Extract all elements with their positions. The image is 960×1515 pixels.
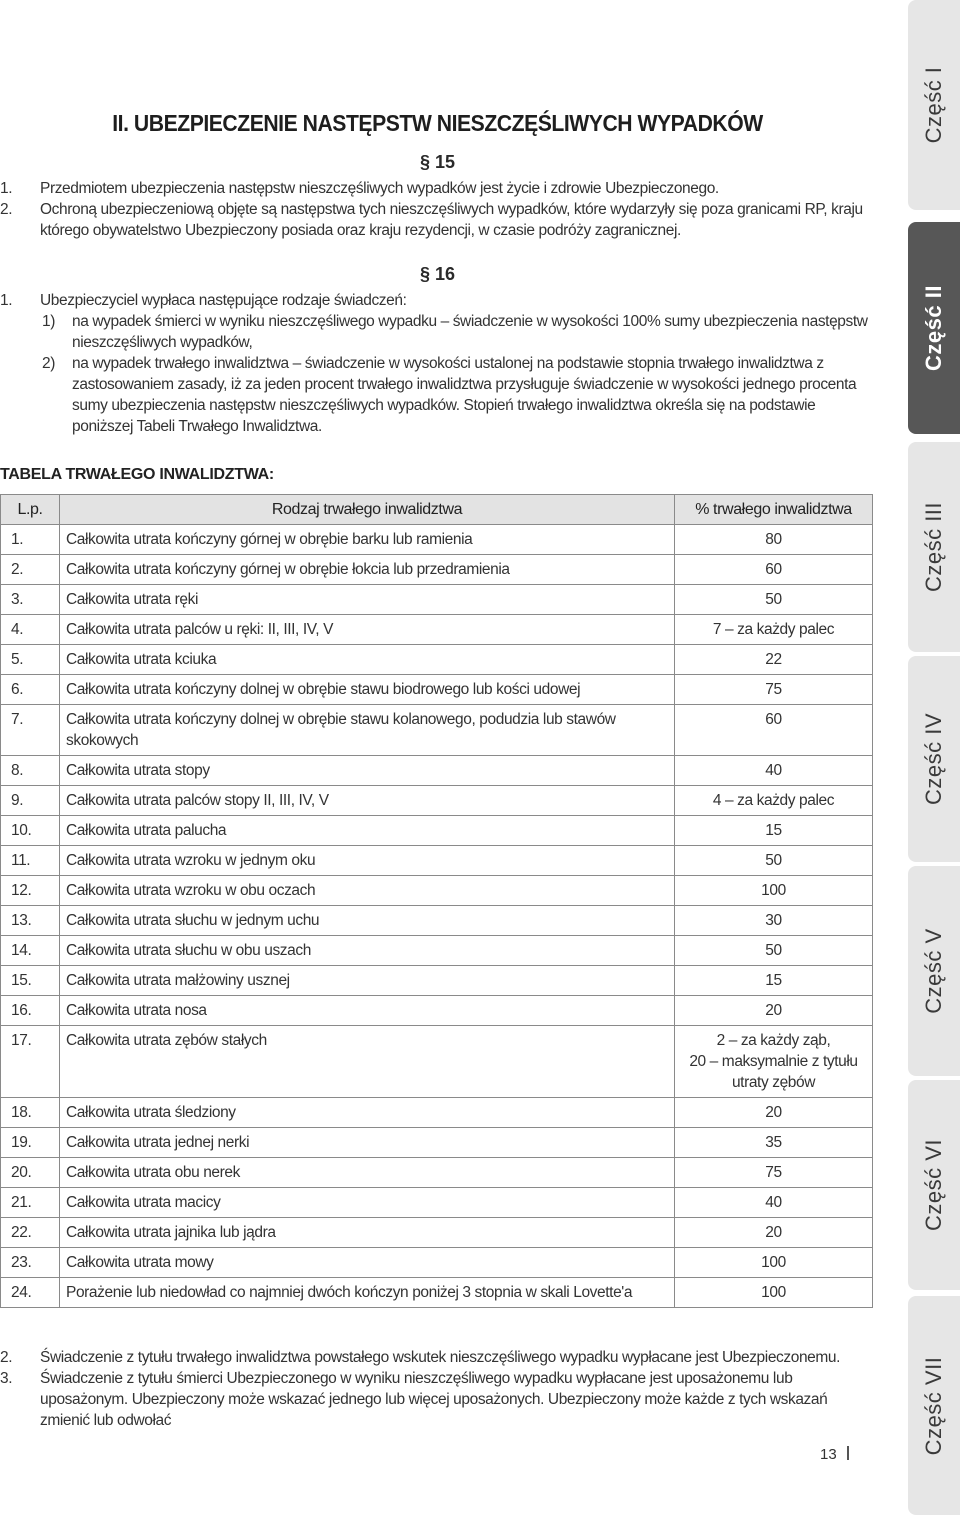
row-number: 18. [1, 1098, 60, 1128]
section-15-item [0, 178, 880, 199]
row-number: 7. [1, 705, 60, 756]
row-number: 23. [1, 1248, 60, 1278]
side-tab-part-4[interactable] [908, 656, 960, 862]
section-16-sign: § 16 [419, 264, 456, 284]
table-row [1, 525, 873, 555]
row-description: Całkowita utrata słuchu w obu uszach [60, 936, 675, 966]
row-description: Całkowita utrata obu nerek [60, 1158, 675, 1188]
item-text: Ubezpieczyciel wypłaca następujące rodzaje świadczeń: [40, 292, 407, 309]
row-percent: 50 [675, 846, 873, 876]
table-row [1, 786, 873, 816]
section-15-sign: § 15 [419, 152, 456, 172]
row-description: Całkowita utrata ręki [60, 585, 675, 615]
table-row [1, 585, 873, 615]
table-row [1, 1098, 873, 1128]
row-percent: 20 [675, 1218, 873, 1248]
table-body [1, 525, 873, 1308]
row-description: Całkowita utrata jednej nerki [60, 1128, 675, 1158]
after-table-item [0, 1347, 880, 1368]
row-number: 5. [1, 645, 60, 675]
row-number: 6. [1, 675, 60, 705]
row-number: 10. [1, 816, 60, 846]
subitem-text: na wypadek śmierci w wyniku nieszczęśliwego wypadku – świadczenie w wysokości 100% sumy ubezpieczenia następstw nieszczęśliwych wypadków, [72, 313, 868, 351]
table-row [1, 966, 873, 996]
row-description: Całkowita utrata śledziony [60, 1098, 675, 1128]
side-tab-part-1[interactable] [908, 0, 960, 210]
row-number: 15. [1, 966, 60, 996]
row-number: 19. [1, 1128, 60, 1158]
item-text: Świadczenie z tytułu śmierci Ubezpieczonego w wyniku nieszczęśliwego wypadku wypłacane jest uposażonemu lub uposażonym. Ubezpieczony może wskazać jednego lub więcej uposażonych. Ubezpieczony może każde z tych wskazań zmienić lub odwołać [40, 1370, 828, 1429]
item-number: 2. [0, 1349, 13, 1366]
after-table-body [0, 1347, 880, 1431]
page-number [820, 1446, 849, 1463]
side-tab-label: Część VII [921, 1356, 946, 1455]
row-percent: 20 [675, 1098, 873, 1128]
item-text: Świadczenie z tytułu trwałego inwalidztwa powstałego wskutek nieszczęśliwego wypadku wypłacane jest Ubezpieczonemu. [40, 1349, 841, 1366]
section-15-item [0, 199, 880, 241]
row-percent: 22 [675, 645, 873, 675]
side-tab-label: Część VI [921, 1138, 946, 1232]
table-row [1, 705, 873, 756]
section-15-body [0, 178, 880, 241]
row-description: Całkowita utrata kciuka [60, 645, 675, 675]
side-tab-part-7[interactable] [908, 1296, 960, 1515]
row-description: Całkowita utrata palucha [60, 816, 675, 846]
section-16-body [0, 290, 880, 437]
row-percent: 100 [675, 1278, 873, 1308]
row-percent: 60 [675, 555, 873, 585]
row-percent: 75 [675, 1158, 873, 1188]
table-row [1, 1026, 873, 1098]
row-percent: 50 [675, 936, 873, 966]
row-number: 4. [1, 615, 60, 645]
row-description: Całkowita utrata palców stopy II, III, IV, V [60, 786, 675, 816]
header-percent: % trwałego inwalidztwa [675, 495, 873, 525]
item-number: 2. [0, 201, 13, 218]
row-description: Całkowita utrata wzroku w jednym oku [60, 846, 675, 876]
header-type: Rodzaj trwałego inwalidztwa [60, 495, 675, 525]
row-description: Całkowita utrata mowy [60, 1248, 675, 1278]
side-tab-label: Część IV [921, 712, 946, 806]
row-description: Całkowita utrata stopy [60, 756, 675, 786]
row-percent: 30 [675, 906, 873, 936]
row-percent: 50 [675, 585, 873, 615]
page-number-text: 13 [820, 1446, 837, 1463]
table-row [1, 816, 873, 846]
side-tab-part-3[interactable] [908, 442, 960, 652]
side-tab-part-5[interactable] [908, 866, 960, 1076]
row-percent: 15 [675, 966, 873, 996]
row-percent: 7 – za każdy palec [675, 615, 873, 645]
subitem-number: 1) [42, 313, 55, 330]
item-number: 1. [0, 292, 13, 309]
row-number: 24. [1, 1278, 60, 1308]
row-number: 22. [1, 1218, 60, 1248]
header-lp: L.p. [1, 495, 60, 525]
table-row [1, 555, 873, 585]
row-description: Całkowita utrata kończyny górnej w obrębie łokcia lub przedramienia [60, 555, 675, 585]
row-percent: 15 [675, 816, 873, 846]
side-tab-label: Część II [921, 285, 946, 371]
item-number: 3. [0, 1370, 13, 1387]
table-row [1, 615, 873, 645]
row-number: 2. [1, 555, 60, 585]
row-description: Całkowita utrata wzroku w obu oczach [60, 876, 675, 906]
row-percent: 80 [675, 525, 873, 555]
row-number: 3. [1, 585, 60, 615]
side-tab-part-6[interactable] [908, 1080, 960, 1290]
row-percent: 2 – za każdy ząb, 20 – maksymalnie z tytułu utraty zębów [675, 1026, 873, 1098]
row-number: 9. [1, 786, 60, 816]
row-number: 11. [1, 846, 60, 876]
row-description: Całkowita utrata małżowiny usznej [60, 966, 675, 996]
item-text: Przedmiotem ubezpieczenia następstw nieszczęśliwych wypadków jest życie i zdrowie Ubezpieczonego. [40, 180, 719, 197]
subitem-text: na wypadek trwałego inwalidztwa – świadczenie w wysokości ustalonej na podstawie stopnia trwałego inwalidztwa z zastosowaniem zasady, iż za jeden procent trwałego inwalidztwa przysługuje świadczenie w wysokości jednego procenta sumy ubezpieczenia następstw nieszczęśliwych wypadków. Stopień trwałego inwalidztwa określa się na podstawie poniższej Tabeli Trwałego Inwalidztwa. [72, 355, 857, 435]
after-table-item [0, 1368, 880, 1431]
row-description: Całkowita utrata kończyny dolnej w obrębie stawu kolanowego, podudzia lub stawów skokowych [60, 705, 675, 756]
table-row [1, 645, 873, 675]
row-description: Całkowita utrata kończyny dolnej w obrębie stawu biodrowego lub kości udowej [60, 675, 675, 705]
subitem-number: 2) [42, 355, 55, 372]
item-number: 1. [0, 180, 13, 197]
item-text: Ochroną ubezpieczeniową objęte są następstwa tych nieszczęśliwych wypadków, które wydarzyły się poza granicami RP, kraju którego obywatelstwo Ubezpieczony posiada oraz kraju rezydencji, w czasie podróży zagranicznej. [40, 201, 863, 239]
row-number: 12. [1, 876, 60, 906]
row-description: Całkowita utrata kończyny górnej w obrębie barku lub ramienia [60, 525, 675, 555]
row-number: 17. [1, 1026, 60, 1098]
side-tabs [908, 0, 960, 1515]
table-row [1, 1128, 873, 1158]
side-tab-part-2[interactable] [908, 222, 960, 434]
row-percent: 4 – za każdy palec [675, 786, 873, 816]
row-description: Porażenie lub niedowład co najmniej dwóch kończyn poniżej 3 stopnia w skali Lovette'a [60, 1278, 675, 1308]
row-percent: 20 [675, 996, 873, 1026]
row-description: Całkowita utrata palców u ręki: II, III, IV, V [60, 615, 675, 645]
row-percent: 40 [675, 756, 873, 786]
row-number: 14. [1, 936, 60, 966]
row-percent: 40 [675, 1188, 873, 1218]
section-16-subitem [0, 353, 880, 437]
row-number: 20. [1, 1158, 60, 1188]
chapter-title: II. UBEZPIECZENIE NASTĘPSTW NIESZCZĘŚLIWYCH WYPADKÓW [112, 110, 763, 136]
row-number: 1. [1, 525, 60, 555]
row-number: 21. [1, 1188, 60, 1218]
table-header-row [1, 495, 873, 525]
row-description: Całkowita utrata słuchu w jednym uchu [60, 906, 675, 936]
section-16-subitem [0, 311, 880, 353]
row-number: 16. [1, 996, 60, 1026]
row-percent: 100 [675, 1248, 873, 1278]
table-row [1, 1218, 873, 1248]
table-row [1, 675, 873, 705]
row-description: Całkowita utrata zębów stałych [60, 1026, 675, 1098]
table-row [1, 1278, 873, 1308]
row-percent: 35 [675, 1128, 873, 1158]
row-percent: 60 [675, 705, 873, 756]
side-tab-label: Część I [921, 66, 946, 144]
table-row [1, 1188, 873, 1218]
table-row [1, 756, 873, 786]
disability-table [0, 494, 873, 1308]
table-row [1, 1158, 873, 1188]
table-row [1, 846, 873, 876]
table-row [1, 996, 873, 1026]
table-title: TABELA TRWAŁEGO INWALIDZTWA: [0, 466, 274, 483]
row-percent: 100 [675, 876, 873, 906]
row-number: 8. [1, 756, 60, 786]
side-tab-label: Część III [921, 501, 946, 593]
row-description: Całkowita utrata macicy [60, 1188, 675, 1218]
table-row [1, 1248, 873, 1278]
row-number: 13. [1, 906, 60, 936]
table-row [1, 936, 873, 966]
row-description: Całkowita utrata nosa [60, 996, 675, 1026]
section-16-intro [0, 290, 880, 311]
row-description: Całkowita utrata jajnika lub jądra [60, 1218, 675, 1248]
table-row [1, 906, 873, 936]
page-number-bar [847, 1446, 849, 1460]
row-percent: 75 [675, 675, 873, 705]
side-tab-label: Część V [921, 928, 946, 1014]
table-row [1, 876, 873, 906]
